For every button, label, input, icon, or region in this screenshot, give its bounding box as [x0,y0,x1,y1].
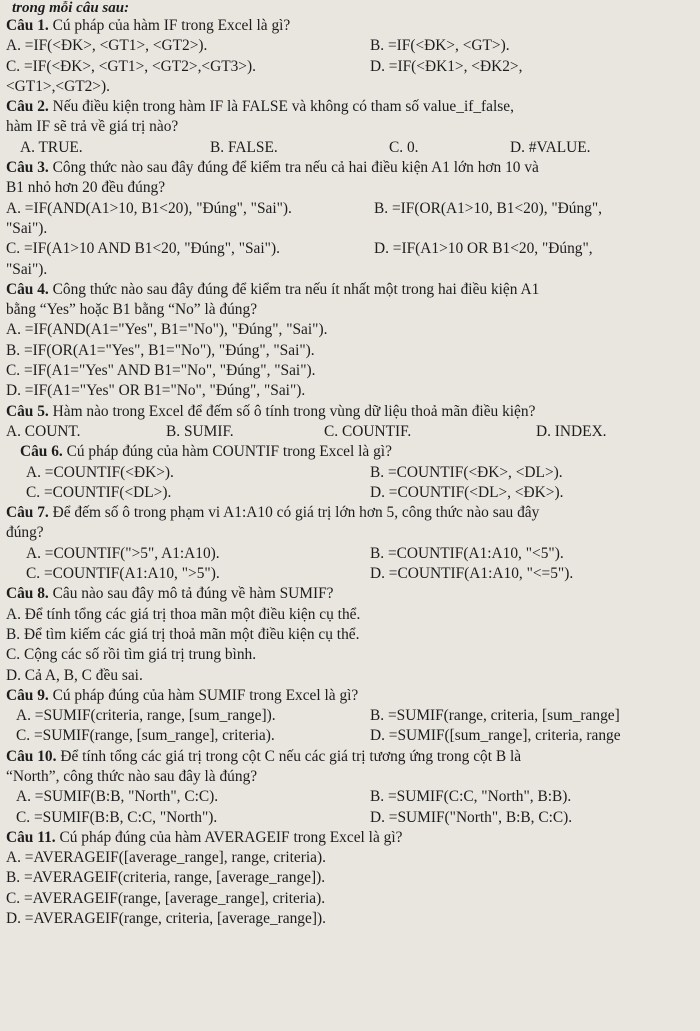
question-5 [6,402,694,443]
option-a[interactable]: A. =SUMIF(criteria, range, [sum_range]). [16,707,276,725]
question-7 [6,503,694,584]
option-c[interactable]: C. =IF(<ĐK>, <GT1>, <GT2>,<GT3>). [6,57,256,75]
question-text: Công thức nào sau đây đúng để kiểm tra nếu ít nhất một trong hai điều kiện A1 [52,280,540,298]
option-c[interactable]: C. 0. [389,138,419,156]
question-9-stem [6,686,694,706]
option-row [6,726,694,746]
question-8-stem [6,584,694,604]
option-row [6,564,694,584]
option-row [6,57,694,77]
question-text: Để đếm số ô trong phạm vi A1:A10 có giá trị lớn hơn 5, công thức nào sau đây [52,504,540,522]
question-3-stem [6,158,694,178]
question-label: Câu 1. [6,17,49,34]
option-b[interactable]: B. =SUMIF(range, criteria, [sum_range] [370,707,620,725]
question-text-continued: bằng “Yes” hoặc B1 bằng “No” là đúng? [6,301,258,319]
option-row [6,199,694,219]
question-text-continued: hàm IF sẽ trả về giá trị nào? [6,118,179,136]
option-a[interactable]: A. =COUNTIF(<ĐK>). [26,463,174,481]
question-text: Cú pháp đúng của hàm AVERAGEIF trong Excel là gì? [59,828,403,846]
option-b[interactable]: B. =IF(<ĐK>, <GT>). [370,37,510,55]
option-d-continued: <GT1>,<GT2>). [6,77,110,95]
question-label: Câu 6. [20,443,63,461]
option-a[interactable]: A. Để tính tổng các giá trị thoa mãn một điều kiện cụ thể. [6,605,361,623]
question-label: Câu 4. [6,280,49,298]
option-a[interactable]: A. =IF(AND(A1>10, B1<20), "Đúng", "Sai"). [6,199,292,217]
option-a[interactable]: A. =SUMIF(B:B, "North", C:C). [16,788,219,806]
option-a[interactable]: A. TRUE. [20,138,83,156]
question-label: Câu 7. [6,504,49,522]
option-d[interactable]: D. Cả A, B, C đều sai. [6,666,143,684]
option-row [6,544,694,564]
option-row [6,422,694,442]
option-b[interactable]: B. =IF(OR(A1="Yes", B1="No"), "Đúng", "Sai"). [6,341,315,359]
option-b[interactable]: B. =COUNTIF(<ĐK>, <DL>). [370,463,563,481]
option-d[interactable]: D. =SUMIF([sum_range], criteria, range [370,727,621,745]
option-d[interactable]: D. =COUNTIF(<DL>, <ĐK>). [370,483,564,501]
question-text: Để tính tổng các giá trị trong cột C nếu các giá trị tương ứng trong cột B là [60,747,522,765]
question-label: Câu 2. [6,98,49,116]
option-d[interactable]: D. =SUMIF("North", B:B, C:C). [370,808,573,826]
option-c[interactable]: C. =AVERAGEIF(range, [average_range], criteria). [6,889,326,907]
question-7-stem [6,503,694,523]
option-row [6,706,694,726]
option-row [6,808,694,828]
question-label: Câu 5. [6,402,49,420]
question-text: Cú pháp đúng của hàm COUNTIF trong Excel là gì? [66,443,392,461]
question-6-stem [6,442,694,462]
question-10-stem [6,747,694,767]
option-a[interactable]: A. =COUNTIF(">5", A1:A10). [26,544,220,562]
question-label: Câu 8. [6,585,49,603]
question-label: Câu 3. [6,159,49,177]
option-b[interactable]: B. =AVERAGEIF(criteria, range, [average_range]). [6,869,326,887]
question-4-stem [6,280,694,300]
option-a[interactable]: A. =IF(<ĐK>, <GT1>, <GT2>). [6,37,208,55]
question-9 [6,686,694,747]
option-d[interactable]: D. =COUNTIF(A1:A10, "<=5"). [370,565,574,583]
question-text-continued: “North”, công thức nào sau đây là đúng? [6,767,258,785]
option-b[interactable]: B. Để tìm kiếm các giá trị thoả mãn một điều kiện cụ thể. [6,625,360,643]
option-a[interactable]: A. =AVERAGEIF([average_range], range, criteria). [6,849,326,867]
question-text-continued: B1 nhỏ hơn 20 đều đúng? [6,179,166,197]
section-heading: trong mỗi câu sau: [12,0,130,16]
option-c[interactable]: C. =COUNTIF(A1:A10, ">5"). [26,565,220,583]
question-label: Câu 9. [6,686,49,704]
question-1-stem [6,16,694,36]
option-a[interactable]: A. COUNT. [6,422,81,440]
option-row [6,138,694,158]
option-c[interactable]: C. Cộng các số rồi tìm giá trị trung bình. [6,646,257,664]
option-row [6,463,694,483]
option-row [6,787,694,807]
question-text: Công thức nào sau đây đúng để kiểm tra nếu cả hai điều kiện A1 lớn hơn 10 và [52,159,539,177]
question-2-stem [6,97,694,117]
option-c[interactable]: C. =SUMIF(B:B, C:C, "North"). [16,808,218,826]
option-c[interactable]: C. =COUNTIF(<DL>). [26,483,172,501]
option-b[interactable]: B. =IF(OR(A1>10, B1<20), "Đúng", [374,199,602,217]
question-text: Nếu điều kiện trong hàm IF là FALSE và không có tham số value_if_false, [52,98,514,116]
option-b[interactable]: B. =COUNTIF(A1:A10, "<5"). [370,544,564,562]
option-row [6,36,694,56]
question-11-stem [6,828,694,848]
option-b[interactable]: B. =SUMIF(C:C, "North", B:B). [370,788,572,806]
question-text-continued: đúng? [6,524,44,542]
question-label: Câu 10. [6,747,57,765]
option-d[interactable]: D. =IF(A1="Yes" OR B1="No", "Đúng", "Sai"). [6,382,306,400]
option-b-continued: "Sai"). [6,219,48,237]
question-1 [6,16,694,97]
question-10 [6,747,694,828]
question-label: Câu 11. [6,828,56,846]
question-6 [6,442,694,503]
question-5-stem [6,402,694,422]
question-11 [6,828,694,929]
option-d[interactable]: D. INDEX. [536,422,607,440]
question-text: Cú pháp của hàm IF trong Excel là gì? [52,17,291,34]
question-2 [6,97,694,158]
option-d[interactable]: D. #VALUE. [510,138,591,156]
question-3 [6,158,694,280]
question-text: Câu nào sau đây mô tả đúng về hàm SUMIF? [52,585,334,603]
option-d[interactable]: D. =IF(<ĐK1>, <ĐK2>, [370,57,523,75]
option-d[interactable]: D. =AVERAGEIF(range, criteria, [average_range]). [6,910,326,928]
option-d-continued: "Sai"). [6,260,48,278]
option-row [6,483,694,503]
option-c[interactable]: C. =IF(A1>10 AND B1<20, "Đúng", "Sai"). [6,240,280,258]
option-a[interactable]: A. =IF(AND(A1="Yes", B1="No"), "Đúng", "Sai"). [6,321,328,339]
option-c[interactable]: C. =SUMIF(range, [sum_range], criteria). [16,727,275,745]
question-text: Cú pháp đúng của hàm SUMIF trong Excel là gì? [52,686,359,704]
option-c[interactable]: C. COUNTIF. [324,422,412,440]
option-c[interactable]: C. =IF(A1="Yes" AND B1="No", "Đúng", "Sai"). [6,362,316,380]
option-b[interactable]: B. FALSE. [210,138,278,156]
question-8 [6,584,694,685]
option-d[interactable]: D. =IF(A1>10 OR B1<20, "Đúng", [374,240,593,258]
question-4 [6,280,694,402]
option-b[interactable]: B. SUMIF. [166,422,234,440]
option-row [6,239,694,259]
question-text: Hàm nào trong Excel để đếm số ô tính trong vùng dữ liệu thoả mãn điều kiện? [52,402,536,420]
